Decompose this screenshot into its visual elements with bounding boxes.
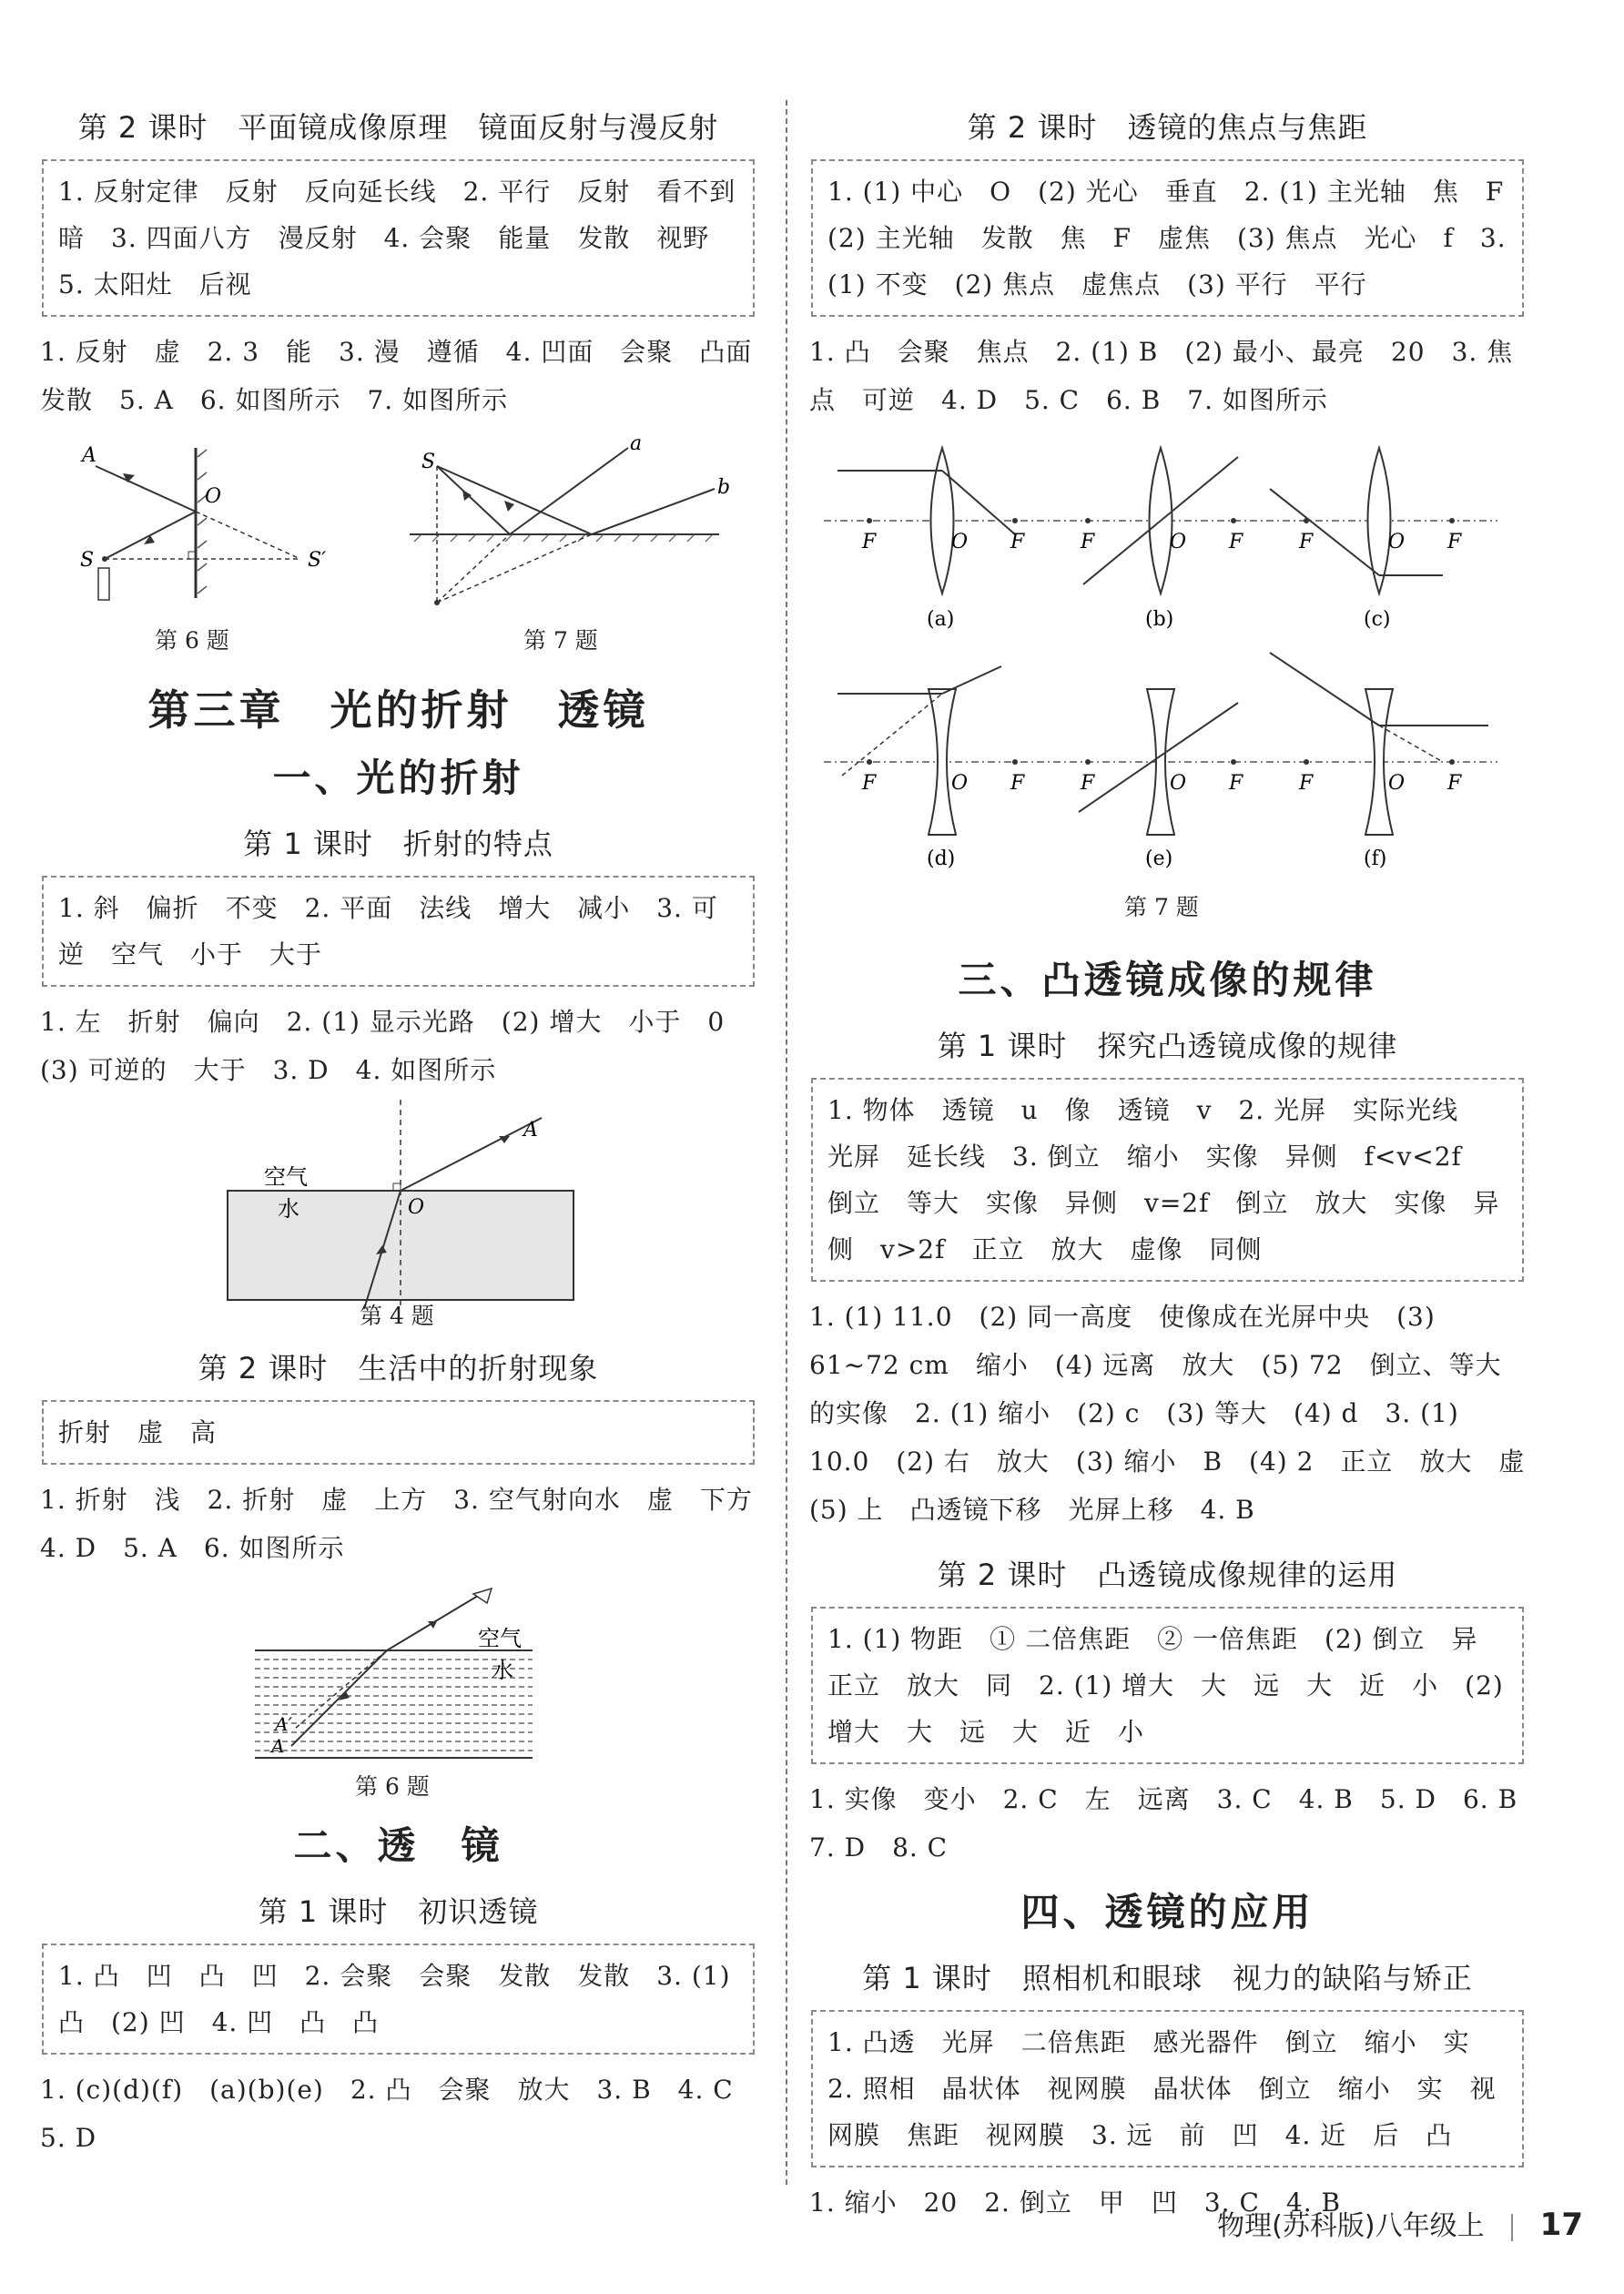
lesson-title: 第 1 课时 初识透镜 — [258, 1894, 539, 1929]
answers: 1. 反射 虚 2. 3 能 3. 漫 遵循 4. 凹面 会聚 凸面 发散 5. A 6. 如图所示 7. 如图所示 — [40, 337, 779, 415]
answers: 1. 折射 浅 2. 折射 虚 上方 3. 空气射向水 虚 下方 4. D 5. A 6. 如图所示 — [40, 1485, 779, 1563]
svg-text:F: F — [1081, 531, 1095, 553]
svg-text:F: F — [1229, 531, 1243, 553]
label-air: 空气 — [478, 1626, 522, 1651]
svg-text:F: F — [1447, 531, 1462, 553]
figure-4 — [36, 1100, 760, 1327]
lesson-title: 第 2 课时 透镜的焦点与焦距 — [967, 110, 1368, 145]
fig-label-e: (e) — [1145, 848, 1173, 870]
section-title: 二、透 镜 — [293, 1823, 503, 1868]
fig-label-d: (d) — [927, 848, 956, 870]
figure-6-caption: 第 6 题 — [155, 627, 229, 654]
answer-box: 折射 虚 高 — [42, 1400, 755, 1465]
svg-text:O: O — [1388, 772, 1406, 795]
svg-text:O: O — [1170, 772, 1187, 795]
page-number: 17 — [1539, 2207, 1583, 2243]
answer-box: 1. (1) 物距 ① 二倍焦距 ② 一倍焦距 (2) 倒立 异 正立 放大 同 2. (1) 增大 大 远 大 近 小 (2) 增大 大 远 大 近 小 — [811, 1607, 1524, 1764]
footer-subject: 物理(苏科版)八年级上 — [1217, 2210, 1485, 2242]
right-column — [806, 86, 1552, 2230]
answer-box: 1. 斜 偏折 不变 2. 平面 法线 增大 减小 3. 可逆 空气 小于 大于 — [42, 876, 755, 987]
figure-6-7 — [36, 430, 760, 657]
svg-text:O: O — [951, 531, 969, 553]
svg-text:A: A — [271, 1735, 285, 1757]
svg-text:F: F — [1229, 772, 1243, 795]
answer-box: 1. (1) 中心 O (2) 光心 垂直 2. (1) 主光轴 焦 F (2) 主光轴 发散 焦 F 虚焦 (3) 焦点 光心 f 3. (1) 不变 (2) 焦点 虚焦点 (3) 平行 平行 — [811, 159, 1524, 317]
figure-7-caption: 第 7 题 — [523, 627, 598, 654]
svg-text:A: A — [82, 444, 96, 467]
svg-text:F: F — [862, 772, 877, 795]
svg-text:F: F — [1010, 772, 1025, 795]
left-column — [36, 86, 779, 2166]
figure-7-lenses — [806, 430, 1529, 939]
lesson-title: 第 2 课时 平面镜成像原理 镜面反射与漫反射 — [77, 110, 719, 145]
label-air: 空气 — [264, 1164, 308, 1190]
refraction-diagram — [36, 1100, 760, 1327]
answers: 1. 实像 变小 2. C 左 远离 3. C 4. B 5. D 6. B 7. D 8. C — [809, 1784, 1545, 1863]
svg-text:F: F — [1081, 772, 1095, 795]
svg-text:F: F — [1010, 531, 1025, 553]
svg-text:F: F — [1447, 772, 1462, 795]
lesson-title: 第 2 课时 凸透镜成像规律的运用 — [937, 1558, 1398, 1592]
svg-text:S′: S′ — [308, 549, 327, 572]
svg-text:O: O — [951, 772, 969, 795]
answers: 1. 左 折射 偏向 2. (1) 显示光路 (2) 增大 小于 0 (3) 可逆的 大于 3. D 4. 如图所示 — [40, 1007, 752, 1085]
svg-text:S: S — [421, 451, 436, 473]
svg-text:O: O — [205, 485, 222, 508]
answer-box: 1. 物体 透镜 u 像 透镜 v 2. 光屏 实际光线 光屏 延长线 3. 倒立 缩小 实像 异侧 f<v<2f 倒立 等大 实像 异侧 v=2f 倒立 放大 实像 异侧 v>2f 正立 放大 虚像 同侧 — [811, 1078, 1524, 1282]
svg-text:A′: A′ — [275, 1713, 292, 1735]
answers: 1. (c)(d)(f) (a)(b)(e) 2. 凸 会聚 放大 3. B 4. C 5. D — [40, 2075, 760, 2153]
fig-label-c: (c) — [1364, 608, 1391, 631]
answers: 1. (1) 11.0 (2) 同一高度 使像成在光屏中央 (3) 61~72 cm 缩小 (4) 远离 放大 (5) 72 倒立、等大的实像 2. (1) 缩小 (2) c (3) 等大 (4) d 3. (1) 10.0 (2) 右 放大 (3) 缩小 B (4) 2 正立 放大 虚 (5) 上 凸透镜下移 光屏上移 4. B — [809, 1302, 1552, 1525]
svg-text:b: b — [717, 476, 731, 499]
answer-box: 1. 凸 凹 凸 凹 2. 会聚 会聚 发散 发散 3. (1) 凸 (2) 凹 4. 凹 凸 凸 — [42, 1944, 755, 2055]
svg-text:F: F — [1299, 531, 1314, 553]
fig-label-f: (f) — [1364, 848, 1387, 870]
svg-text:O: O — [1388, 531, 1406, 553]
svg-text:O: O — [408, 1196, 425, 1219]
figure-6b-caption: 第 6 题 — [355, 1773, 430, 1800]
figure-4-caption: 第 4 题 — [360, 1303, 434, 1329]
answer-box: 1. 反射定律 反射 反向延长线 2. 平行 反射 看不到 暗 3. 四面八方 漫反射 4. 会聚 能量 发散 视野 5. 太阳灶 后视 — [42, 159, 755, 317]
page-footer — [1217, 2203, 1583, 2243]
figure-6b — [36, 1578, 760, 1805]
footer-separator — [1511, 2214, 1513, 2241]
svg-text:S: S — [80, 549, 95, 572]
fig-label-b: (b) — [1145, 608, 1174, 631]
mirror-diagrams — [36, 430, 760, 657]
label-water: 水 — [278, 1196, 299, 1222]
label-water: 水 — [492, 1658, 513, 1683]
answer-box: 1. 凸透 光屏 二倍焦距 感光器件 倒立 缩小 实 2. 照相 晶状体 视网膜 晶状体 倒立 缩小 实 视网膜 焦距 视网膜 3. 远 前 凹 4. 近 后 凸 — [811, 2010, 1524, 2167]
fig-label-a: (a) — [927, 608, 955, 631]
lesson-title: 第 2 课时 生活中的折射现象 — [198, 1351, 599, 1386]
lesson-title: 第 1 课时 折射的特点 — [243, 827, 553, 861]
lesson-title: 第 1 课时 探究凸透镜成像的规律 — [937, 1029, 1398, 1063]
chapter-title: 第三章 光的折射 透镜 — [147, 685, 649, 735]
lesson-title: 第 1 课时 照相机和眼球 视力的缺陷与矫正 — [862, 1961, 1473, 1995]
svg-text:F: F — [1299, 772, 1314, 795]
section-title: 三、凸透镜成像的规律 — [958, 958, 1377, 1002]
section-title: 一、光的折射 — [272, 756, 524, 800]
column-divider — [786, 100, 787, 2185]
svg-text:A: A — [523, 1119, 538, 1142]
svg-text:F: F — [862, 531, 877, 553]
figure-7-caption: 第 7 题 — [1124, 894, 1199, 920]
svg-text:a: a — [630, 432, 643, 455]
answers: 1. 缩小 20 2. 倒立 甲 凹 3. C 4. B — [809, 2187, 1342, 2218]
answers: 1. 凸 会聚 焦点 2. (1) B (2) 最小、最亮 20 3. 焦点 可逆 4. D 5. C 6. B 7. 如图所示 — [809, 337, 1514, 415]
section-title: 四、透镜的应用 — [1020, 1890, 1314, 1934]
lens-diagrams — [806, 430, 1529, 939]
svg-text:O: O — [1170, 531, 1187, 553]
